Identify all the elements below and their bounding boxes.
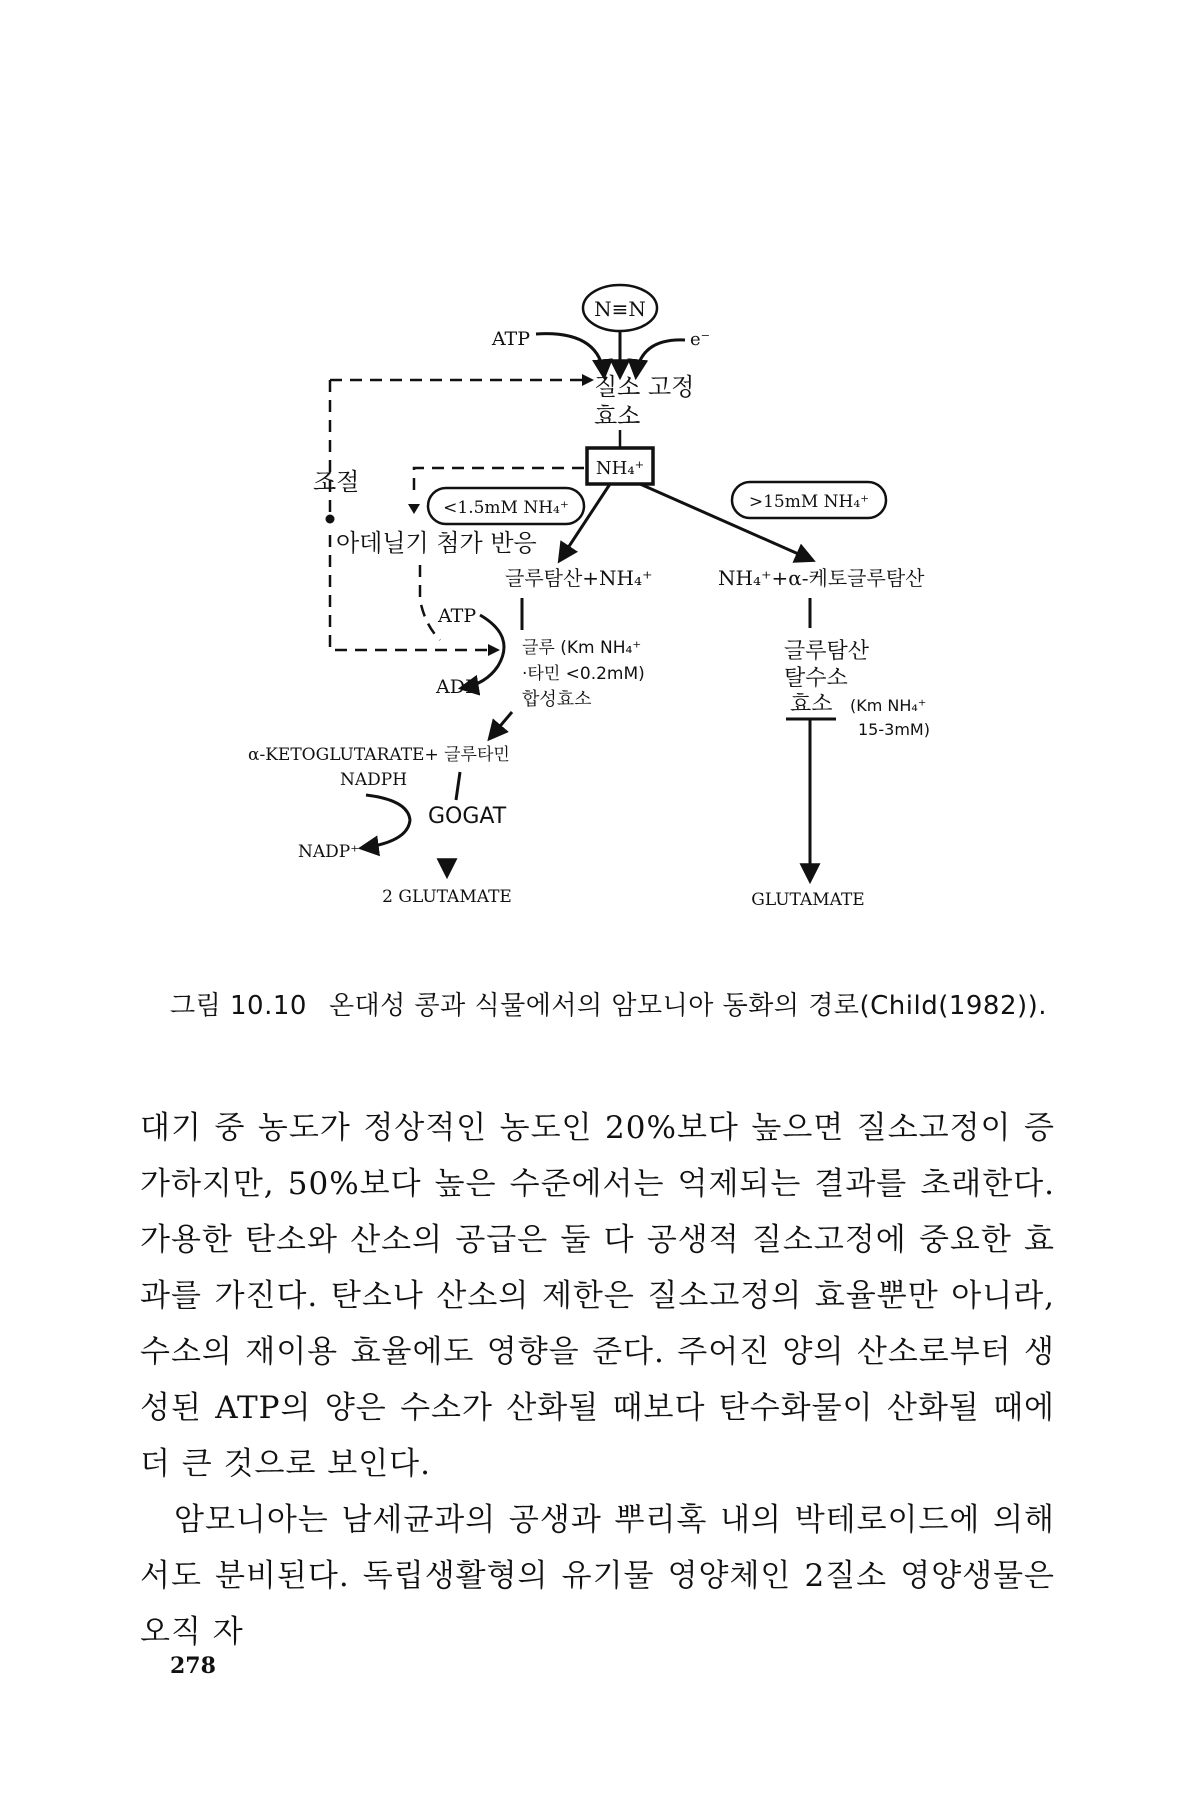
- adp-gs-label: ADP: [436, 676, 478, 698]
- figure-caption-text: 온대성 콩과 식물에서의 암모니아 동화의 경로(Child(1982)).: [328, 991, 1048, 1021]
- atp-gs-label: ATP: [438, 605, 477, 627]
- gdh-km-label-2: 15-3mM): [858, 720, 930, 739]
- gdh-label-1: 글루탐산: [784, 639, 870, 664]
- regulation-arrowhead-top: [582, 374, 594, 386]
- nadph-label: NADPH: [340, 770, 408, 790]
- left-branch-line: [560, 484, 610, 560]
- ketoglutarate-label: α-KETOGLUTARATE+ 글루타민: [248, 745, 510, 765]
- ammonium-label: NH₄⁺: [595, 458, 645, 479]
- left-product-label: 글루탐산+NH₄⁺: [505, 566, 653, 590]
- nadp-label: NADP⁺: [298, 842, 360, 862]
- nitrogenase-label-1: 질소 고정: [594, 373, 695, 401]
- ketoglutarate-to-gogat: [456, 772, 460, 800]
- regulation-label: 조절: [313, 468, 360, 496]
- high-condition-label: >15mM NH₄⁺: [748, 492, 870, 512]
- page-number: 278: [170, 1653, 216, 1679]
- body-text: [140, 1100, 1055, 1660]
- low-condition-label: <1.5mM NH₄⁺: [443, 498, 569, 518]
- gs-label-2: ·타민 <0.2mM): [522, 664, 645, 684]
- right-product-label: NH₄⁺+α-케토글루탐산: [718, 566, 925, 590]
- paragraph-2: 암모니아는 남세균과의 공생과 뿌리혹 내의 박테로이드에 의해서도 분비된다. 독립생활형의 유기물 영양체인 2질소 영양생물은 오직 자: [140, 1502, 1055, 1650]
- left-final-label: 2 GLUTAMATE: [382, 887, 512, 907]
- gs-label-3: 합성효소: [522, 689, 592, 710]
- dinitrogen-label: N≡N: [594, 297, 646, 321]
- regulation-arrowhead-gs: [488, 644, 500, 656]
- atp-input-label: ATP: [491, 328, 530, 350]
- electron-arrow: [636, 340, 685, 376]
- right-final-label: GLUTAMATE: [751, 890, 865, 910]
- atp-input-arrow: [536, 334, 604, 376]
- adenylation-label: 아데닐기 첨가 반응: [336, 529, 537, 557]
- gdh-label-2: 탈수소: [784, 666, 848, 691]
- nitrogenase-label-2: 효소: [594, 402, 641, 430]
- gogat-label: GOGAT: [428, 804, 507, 829]
- gs-to-ketoglutarate-arrow: [490, 712, 512, 738]
- electron-label: e⁻: [690, 329, 711, 350]
- paragraph-1: 대기 중 농도가 정상적인 농도인 20%보다 높으면 질소고정이 증가하지만, 50%보다 높은 수준에서는 억제되는 결과를 초래한다. 가용한 탄소와 산소의 공급은 둘 다 공생적 질소고정에 중요한 효과를 가진다. 탄소나 산소의 제한은 질소고정의 효율뿐만 아니라, 수소의 재이용 효율에도 영향을 준다. 주어진 양의 산소로부터 생성된 ATP의 양은 수소가 산화될 때보다 탄수화물이 산화될 때에 더 큰 것으로 보인다.: [140, 1110, 1055, 1482]
- figure-number: 그림 10.10: [170, 991, 307, 1021]
- gogat-nadph-curve: [362, 795, 410, 848]
- gdh-label-3: 효소: [790, 692, 833, 717]
- figure-caption: [170, 985, 1047, 1022]
- gdh-km-label-1: (Km NH₄⁺: [850, 696, 927, 715]
- feedback-arrowhead: [408, 504, 420, 514]
- regulation-dot: [326, 515, 335, 524]
- gs-label-1: 글루 (Km NH₄⁺: [522, 638, 642, 658]
